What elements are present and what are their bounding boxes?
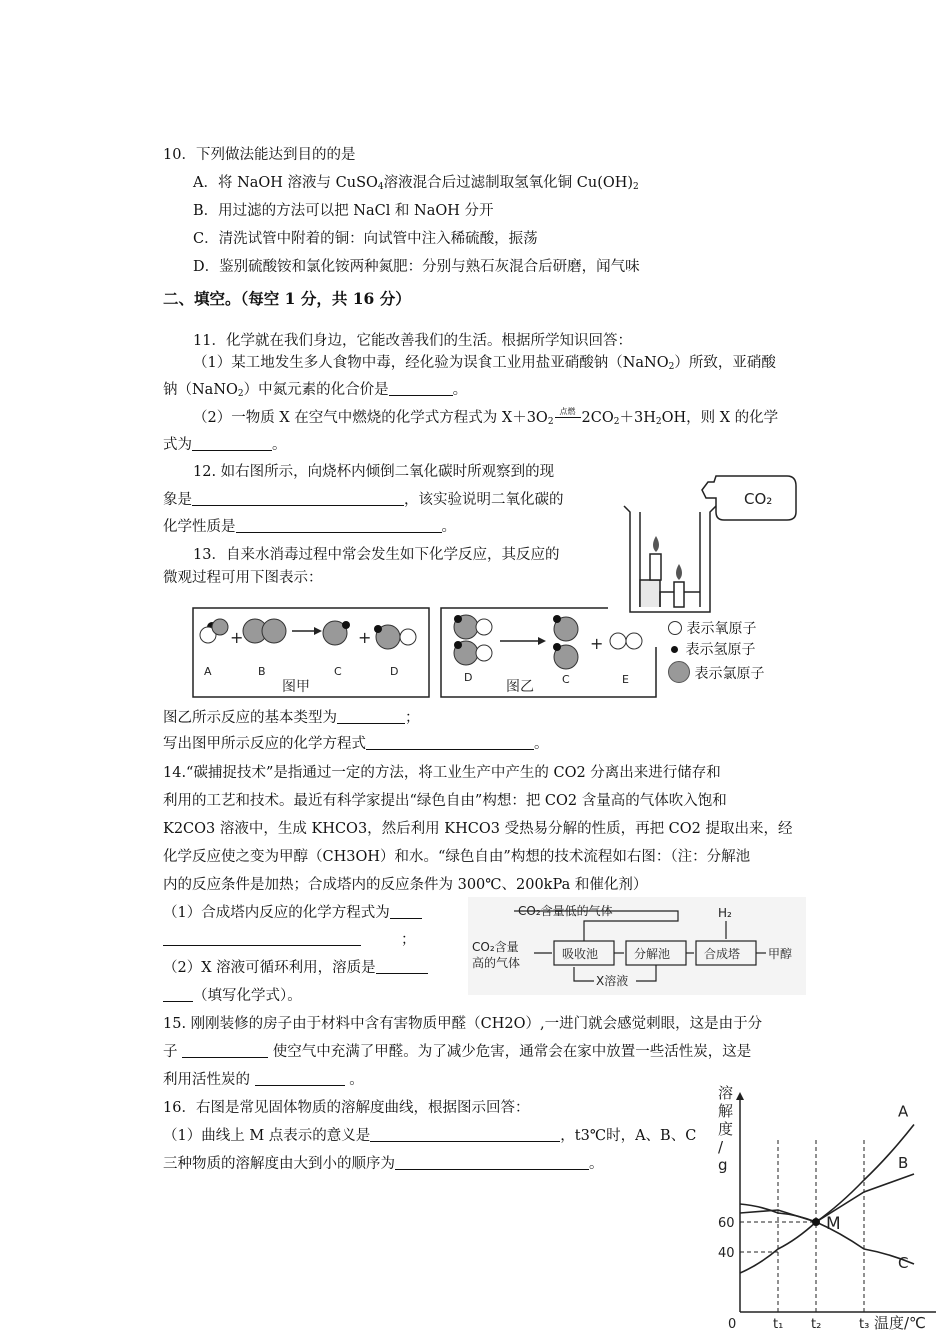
solubility-chart xyxy=(712,1080,944,1332)
q10-option-b: B．用过滤的方法可以把 NaCl 和 NaOH 分开 xyxy=(193,203,494,219)
q13-reaction-type: 图乙所示反应的基本类型为 ； xyxy=(163,710,420,726)
answer-blank[interactable] xyxy=(236,517,442,533)
atom-legend: 表示氧原子 表示氢原子 表示氯原子 xyxy=(668,619,764,685)
beaker-candle-figure xyxy=(612,462,802,620)
h2-label: H₂ xyxy=(718,906,732,920)
process-flow-diagram xyxy=(468,897,806,995)
y-axis-label-char: / xyxy=(718,1138,724,1156)
decomposition-pool-label: 分解池 xyxy=(634,947,671,961)
q10-stem: 10．下列做法能达到目的的是 xyxy=(163,147,356,163)
oxygen-atom-icon xyxy=(668,621,682,635)
series-C-label: C xyxy=(898,1254,909,1272)
methanol-label: 甲醇 xyxy=(768,947,793,961)
flame-icon xyxy=(653,536,659,552)
q12-line2: 象是 ，该实验说明二氧化碳的 xyxy=(163,492,564,508)
figure-jia-caption: 图甲 xyxy=(282,679,310,695)
high-co2-gas-label-1: CO₂含量 xyxy=(472,940,519,954)
high-co2-gas-label-2: 高的气体 xyxy=(472,956,521,970)
q14-line4: 化学反应使之变为甲醇（CH3OH）和水。“绿色自由”构想的技术流程如右图：（注：分解池 xyxy=(163,849,751,865)
svg-text:+: + xyxy=(230,628,244,647)
q14-part1: （1）合成塔内反应的化学方程式为 xyxy=(163,901,422,922)
point-m xyxy=(812,1218,820,1226)
q15-line2: 子 使空气中充满了甲醛。为了减少危害，通常会在家中放置一些活性炭，这是 xyxy=(163,1044,752,1060)
answer-blank[interactable] xyxy=(395,1154,589,1170)
series-A-label: A xyxy=(898,1102,909,1121)
synthesis-tower-label: 合成塔 xyxy=(704,947,741,961)
q10-option-d: D．鉴别硫酸铵和氯化铵两种氮肥：分别与熟石灰混合后研磨，闻气味 xyxy=(193,259,640,275)
q14-line3: K2CO3 溶液中，生成 KHCO3，然后利用 KHCO3 受热易分解的性质，再把 CO2 提取出来，经 xyxy=(163,821,793,837)
svg-text:+: + xyxy=(358,628,372,647)
co2-label: CO₂ xyxy=(744,490,773,508)
q14-line5: 内的反应条件是加热；合成塔内的反应条件为 300℃、200kPa 和催化剂） xyxy=(163,877,648,893)
answer-blank[interactable] xyxy=(163,986,193,1002)
section-title: 二、填空。（每空 1 分，共 16 分） xyxy=(163,289,411,308)
q16-stem: 16．右图是常见固体物质的溶解度曲线，根据图示回答： xyxy=(163,1100,530,1116)
series-A-line xyxy=(740,1125,914,1274)
x-tick-label: t₁ xyxy=(773,1317,784,1332)
y-axis-label-char: g xyxy=(718,1156,728,1174)
q12-line1: 12. 如右图所示，向烧杯内倾倒二氧化碳时所观察到的现 xyxy=(193,464,555,480)
x-tick-label: 0 xyxy=(728,1317,737,1332)
x-tick-label: t₃ xyxy=(859,1317,870,1332)
series-B-label: B xyxy=(898,1154,909,1172)
answer-blank[interactable] xyxy=(255,1070,345,1086)
q15-line3: 利用活性炭的 。 xyxy=(163,1072,364,1088)
q12-line3: 化学性质是 。 xyxy=(163,519,456,535)
figure-jia xyxy=(192,607,430,699)
label-a: A xyxy=(204,665,212,678)
svg-text:+: + xyxy=(590,634,604,653)
q11-part2-line2: 式为 。 xyxy=(163,437,287,453)
svg-text:E: E xyxy=(622,673,629,686)
absorption-pool-label: 吸收池 xyxy=(562,947,599,961)
q14-line1: 14.“碳捕捉技术”是指通过一定的方法，将工业生产中产生的 CO2 分离出来进行储存和 xyxy=(163,765,721,781)
svg-text:D: D xyxy=(464,671,473,684)
answer-blank[interactable] xyxy=(390,903,422,919)
x-solution-label: X溶液 xyxy=(596,974,629,988)
y-axis-arrow-icon xyxy=(736,1092,744,1100)
figure-yi xyxy=(440,607,658,699)
answer-blank[interactable] xyxy=(192,435,272,451)
answer-blank[interactable] xyxy=(192,490,404,506)
q14-part2: （2）X 溶液可循环利用，溶质是 xyxy=(163,956,428,977)
x-tick-label: t₂ xyxy=(811,1317,822,1332)
q11-stem: 11．化学就在我们身边，它能改善我们的生活。根据所学知识回答： xyxy=(193,333,632,349)
y-axis-label-char: 溶 xyxy=(718,1084,734,1102)
svg-text:C: C xyxy=(562,673,570,686)
label-c: C xyxy=(334,665,342,678)
answer-blank[interactable] xyxy=(376,958,428,974)
q15-line1: 15. 刚刚装修的房子由于材料中含有害物质甲醛（CH2O）,一进门就会感觉刺眼，这是由于分 xyxy=(163,1016,763,1032)
q16-part1-line2: 三种物质的溶解度由大到小的顺序为 。 xyxy=(163,1156,604,1172)
q14-line2: 利用的工艺和技术。最近有科学家提出“绿色自由”构想：把 CO2 含量高的气体吹入饱和 xyxy=(163,793,727,809)
q13-equation: 写出图甲所示反应的化学方程式 。 xyxy=(163,736,549,752)
q11-part1-line2: 钠（NaNO$_2$）中氮元素的化合价是 。 xyxy=(163,382,468,399)
answer-blank[interactable] xyxy=(366,734,534,750)
y-axis-label-char: 度 xyxy=(718,1120,734,1138)
figure-yi-caption: 图乙 xyxy=(506,679,534,695)
q13-line1: 13．自来水消毒过程中常会发生如下化学反应，其反应的 xyxy=(193,547,560,563)
q11-part2-line1: （2）一物质 X 在空气中燃烧的化学式方程式为 $X+3O_2$ 点燃 $2CO_2+3H_2OH$，则 X 的化学 xyxy=(193,407,779,427)
label-b: B xyxy=(258,665,266,678)
x-axis-label: 温度/℃ xyxy=(874,1314,926,1332)
q10-option-a: A．将 NaOH 溶液与 CuSO$_4$溶液混合后过滤制取氢氧化铜 $Cu(OH)_2$ xyxy=(193,175,639,192)
hydrogen-atom-icon xyxy=(671,646,678,653)
q11-part1-line1: （1）某工地发生多人食物中毒，经化验为误食工业用盐亚硝酸钠（NaNO$_2$）所致，亚硝酸 xyxy=(193,355,776,372)
answer-blank[interactable] xyxy=(337,708,405,724)
answer-blank[interactable] xyxy=(389,380,453,396)
answer-blank[interactable] xyxy=(182,1042,268,1058)
q14-part2-line2: （填写化学式）。 xyxy=(163,984,302,1005)
point-m-label: M xyxy=(826,1214,841,1234)
q10-option-c: C．清洗试管中附着的铜：向试管中注入稀硫酸，振荡 xyxy=(193,231,538,247)
flame-icon xyxy=(676,564,682,580)
chlorine-atom-icon xyxy=(668,661,690,683)
answer-blank[interactable] xyxy=(370,1126,560,1142)
y-axis-label-char: 解 xyxy=(718,1102,734,1120)
y-tick-label: 40 xyxy=(718,1246,735,1261)
q14-part1-line2: ； xyxy=(163,928,416,949)
low-co2-gas-label: CO₂含量低的气体 xyxy=(518,904,613,918)
q16-part1: （1）曲线上 M 点表示的意义是 ，t3℃时，A、B、C xyxy=(163,1128,697,1144)
label-d: D xyxy=(390,665,399,678)
q13-line2: 微观过程可用下图表示： xyxy=(163,570,323,586)
y-tick-label: 60 xyxy=(718,1216,735,1231)
answer-blank[interactable] xyxy=(163,930,361,946)
